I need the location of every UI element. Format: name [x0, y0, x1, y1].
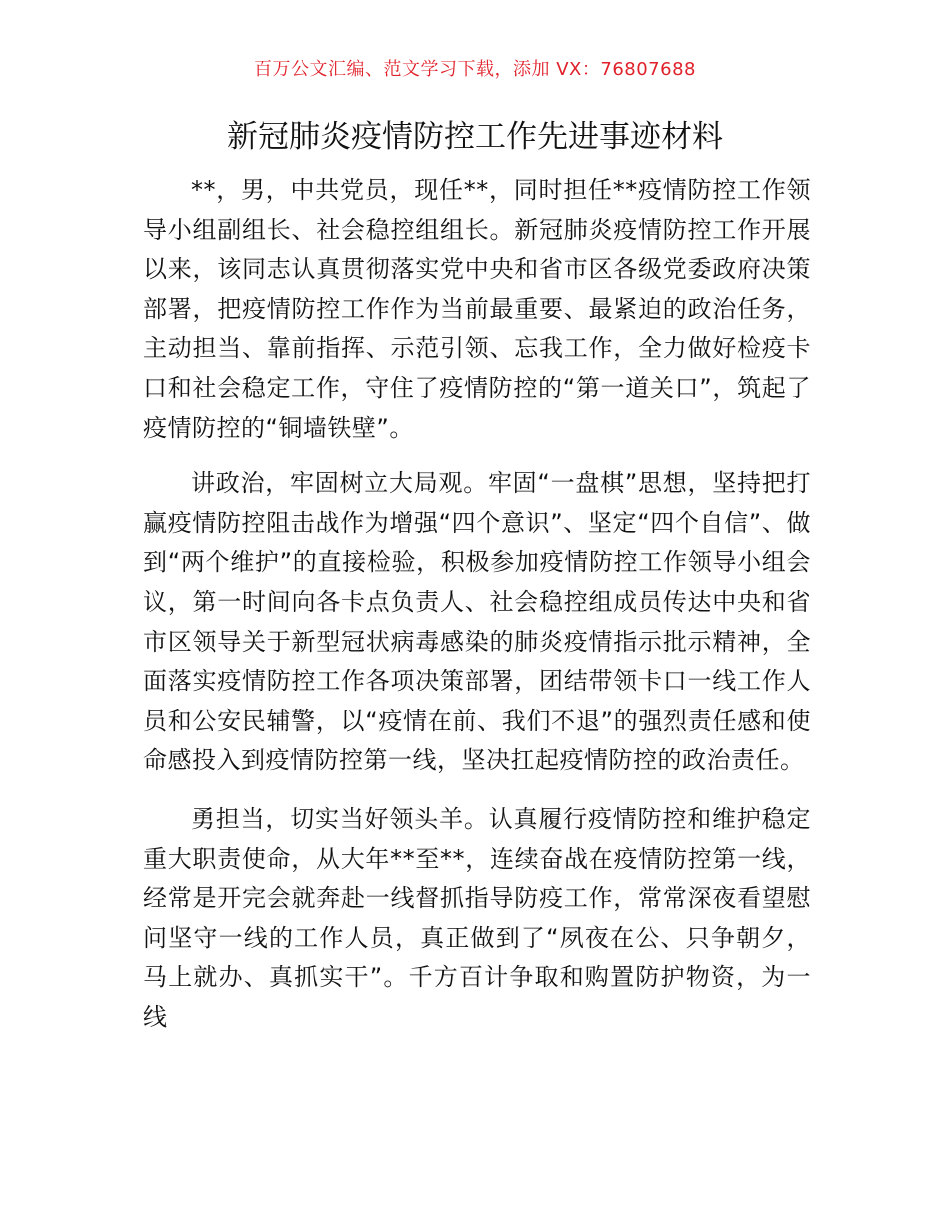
- header-watermark-note: 百万公文汇编、范文学习下载，添加 VX：76807688: [254, 59, 696, 80]
- paragraph-intro: **，男，中共党员，现任**，同时担任**疫情防控工作领导小组副组长、社会稳控组组长。新冠肺炎疫情防控工作开展以来，该同志认真贯彻落实党中央和省市区各级党委政府决策部署，把疫情防控工作作为当前最重要、最紧迫的政治任务，主动担当、靠前指挥、示范引领、忘我工作，全力做好检疫卡口和社会稳定工作，守住了疫情防控的“第一道关口”，筑起了疫情防控的“铜墙铁壁”。: [143, 176, 811, 442]
- document-title: 新冠肺炎疫情防控工作先进事迹材料: [227, 119, 723, 155]
- paragraph-responsibility: 勇担当，切实当好领头羊。认真履行疫情防控和维护稳定重大职责使命，从大年**至**，连续奋战在疫情防控第一线，经常是开完会就奔赴一线督抓指导防疫工作，常常深夜看望慰问坚守一线的工作人员，真正做到了“夙夜在公、只争朝夕，马上就办、真抓实干”。千方百计争取和购置防护物资，为一线: [143, 804, 811, 1031]
- paragraph-politics: 讲政治，牢固树立大局观。牢固“一盘棋”思想，坚持把打赢疫情防控阻击战作为增强“四个意识”、坚定“四个自信”、做到“两个维护”的直接检验，积极参加疫情防控工作领导小组会议，第一时间向各卡点负责人、社会稳控组成员传达中央和省市区领导关于新型冠状病毒感染的肺炎疫情指示批示精神，全面落实疫情防控工作各项决策部署，团结带领卡口一线工作人员和公安民辅警，以“疫情在前、我们不退”的强烈责任感和使命感投入到疫情防控第一线，坚决扛起疫情防控的政治责任。: [143, 469, 811, 775]
- document-body: [143, 171, 811, 1053]
